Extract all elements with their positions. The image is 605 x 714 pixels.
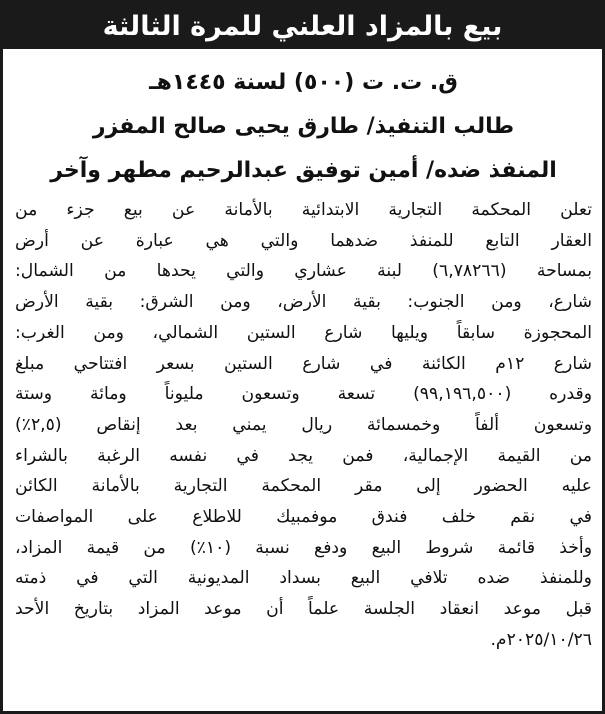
text-line: وللمنفذ ضده تلافي البيع بسداد المديونية التي في ذمته bbox=[15, 568, 592, 589]
text-line: بمساحة (٦,٧٨٢٦٦) لبنة عشاري والتي يحدها من الشمال: bbox=[15, 261, 592, 282]
text-line: العقار التابع للمنفذ ضدهما والتي هي عبارة عن أرض bbox=[15, 230, 592, 251]
text-line: وأخذ قائمة شروط البيع ودفع نسبة (١٠٪) من قيمة المزاد، bbox=[15, 537, 592, 558]
applicant-line: طالب التنفيذ/ طارق يحيى صالح المفزر bbox=[92, 114, 515, 139]
text-line: من القيمة الإجمالية، فمن يجد في نفسه الرغبة بالشراء bbox=[15, 445, 592, 466]
notice-text bbox=[15, 195, 592, 656]
text-line: وقدره (٩٩,١٩٦,٥٠٠) تسعة وتسعون مليوناً ومائة وستة bbox=[15, 384, 592, 405]
text-line: وتسعون ألفاً وخمسمائة ريال يمني بعد إنقاص (٢,٥٪) bbox=[15, 414, 592, 435]
notice-body bbox=[3, 49, 602, 656]
text-line: تعلن المحكمة التجارية الابتدائية بالأمانة عن بيع جزء من bbox=[15, 200, 592, 220]
text-line: قبل موعد انعقاد الجلسة علماً أن موعد المزاد بتاريخ الأحد bbox=[15, 599, 592, 620]
text-line: عليه الحضور إلى مقر المحكمة التجارية بالأمانة الكائن bbox=[15, 476, 592, 497]
text-line: شارع ١٢م الكائنة في شارع الستين بسعر افتتاحي مبلغ bbox=[15, 353, 592, 374]
auction-date-line: ٢٠٢٥/١٠/٢٦م. bbox=[490, 629, 592, 650]
text-line: شارع، ومن الجنوب: بقية الأرض، ومن الشرق: بقية الأرض bbox=[15, 292, 592, 313]
text-line: المحجوزة سابقاً ويليها شارع الستين الشمالي، ومن الغرب: bbox=[15, 322, 592, 343]
notice-title: بيع بالمزاد العلني للمرة الثالثة bbox=[3, 3, 602, 49]
respondent-line: المنفذ ضده/ أمين توفيق عبدالرحيم مطهر وآخر bbox=[50, 158, 557, 183]
case-number: ق. ت. ت (٥٠٠) لسنة ١٤٤٥هـ bbox=[149, 70, 458, 95]
text-line: في نقم خلف فندق موفمبيك للاطلاع على المواصفات bbox=[15, 507, 592, 528]
